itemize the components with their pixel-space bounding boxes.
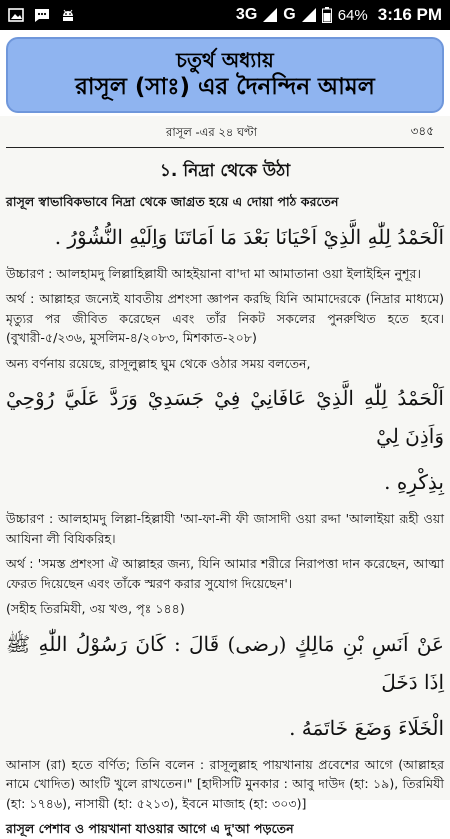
network-type-2: G (283, 6, 296, 23)
battery-icon (322, 7, 332, 23)
arabic-dua-2-line2: بِذِكْرِهِ . (384, 470, 444, 495)
image-icon (8, 7, 24, 23)
chapter-number: চতুর্থ অধ্যায় (176, 48, 274, 73)
message-icon (34, 7, 50, 23)
next-topic-line: রাসূল পেশাব ও পায়খানা যাওয়ার আগে এ দু'আ পড়তেন (6, 821, 294, 837)
network-type: 3G (235, 6, 258, 23)
hadith-narration: আনাস (রা) হতে বর্ণিত; তিনি বলেন : রাসূলুল্লাহ পায়খানায় প্রবেশের আগে (আল্লাহর নামে খোদিত) আংটি খুলে রাখতেন।" [হাদীসটি মুনকার : আবু দাউদ (হা: ১৯), তিরমিযী (হা: ১৭৪৬), নাসায়ী (হা: ৫২১৩), ইবনে মাজাহ (হা: ৩০৩)] (6, 756, 444, 811)
signal-icon-2 (302, 8, 316, 22)
chapter-title: রাসূল (সাঃ) এর দৈনন্দিন আমল (75, 74, 375, 101)
battery-percent: 64% (337, 6, 368, 24)
running-head-title: রাসূল -এর ২৪ ঘণ্টা (166, 124, 257, 139)
source-2: (সহীহ তিরমিযী, ৩য় খণ্ড, পৃঃ ১৪৪) (6, 601, 185, 617)
meaning-1: অর্থ : আল্লাহর জন্যেই যাবতীয় প্রশংসা জ্ঞাপন করছি যিনি আমাদেরকে (নিদ্রার মাধ্যমে) মৃত্যুর পর জীবিত করেছেন এবং তাঁর নিকট সকলের পুনরুত্থিত হতে হবে। (বুখারী-৫/২৩৬, মুসলিম-৪/২০৮৩, মিশকাত-২০৮) (6, 291, 444, 346)
pronunciation-1: উচ্চারণ : আলহামদু লিল্লাহিল্লাযী আহইয়ানা বা'দা মা আমাতানা ওয়া ইলাইহিন নুশূর। (6, 265, 421, 281)
pronunciation-2: উচ্চারণ : আলহামদু লিল্লা-হিল্লাযী 'আ-ফা-নী ফী জাসাদী ওয়া রদ্দা 'আলাইয়া রূহী ওয়া আযিনা লী বিযিকরিহ। (6, 511, 444, 546)
system-status (236, 5, 442, 25)
another-narration: অন্য বর্ণনায় রয়েছে, রাসূলুল্লাহ ঘুম থেকে ওঠার সময় বলতেন, (6, 355, 311, 371)
signal-icon (263, 8, 277, 22)
scanned-book-page[interactable] (0, 116, 450, 837)
chapter-header (6, 37, 444, 113)
running-head (6, 120, 444, 148)
android-icon (60, 7, 76, 23)
arabic-hadith-line1: عَنْ اَنَسِ بْنِ مَالِكٍ (رضى) قَالَ : كَانَ رَسُوْلُ اللّٰهِ ﷺ اِذَا دَخَلَ (6, 631, 444, 694)
page-number: ৩৪৫ (410, 124, 434, 138)
notification-icons (8, 7, 76, 23)
arabic-hadith-line2: الْخَلَاءَ وَضَعَ خَاتَمَهُ . (289, 715, 444, 740)
arabic-dua-1: اَلْحَمْدُ لِلّٰهِ الَّذِيْ اَحْيَانَا بَعْدَ مَا اَمَاتَنَا وَاِلَيْهِ النُّشُوْرُ . (54, 224, 444, 249)
clock: 3:16 PM (377, 5, 442, 24)
section-title: ১. নিদ্রা থেকে উঠা (159, 161, 291, 181)
meaning-2: অর্থ : 'সমস্ত প্রশংসা ঐ আল্লাহর জন্য, যিনি আমার শরীরে নিরাপত্তা দান করেছেন, আত্মা ফেরত দিয়েছেন এবং তাঁকে স্মরণ করার সুযোগ দিয়েছেন'। (6, 556, 444, 591)
status-bar (0, 0, 450, 30)
intro-text: রাসূল স্বাভাবিকভাবে নিদ্রা থেকে জাগ্রত হয়ে এ দোয়া পাঠ করতেন (6, 194, 339, 209)
arabic-dua-2-line1: اَلْحَمْدُ لِلّٰهِ الَّذِيْ عَافَانِيْ فِيْ جَسَدِيْ وَرَدَّ عَلَيَّ رُوْحِيْ وَاَذِنَ لِيْ (6, 386, 444, 449)
